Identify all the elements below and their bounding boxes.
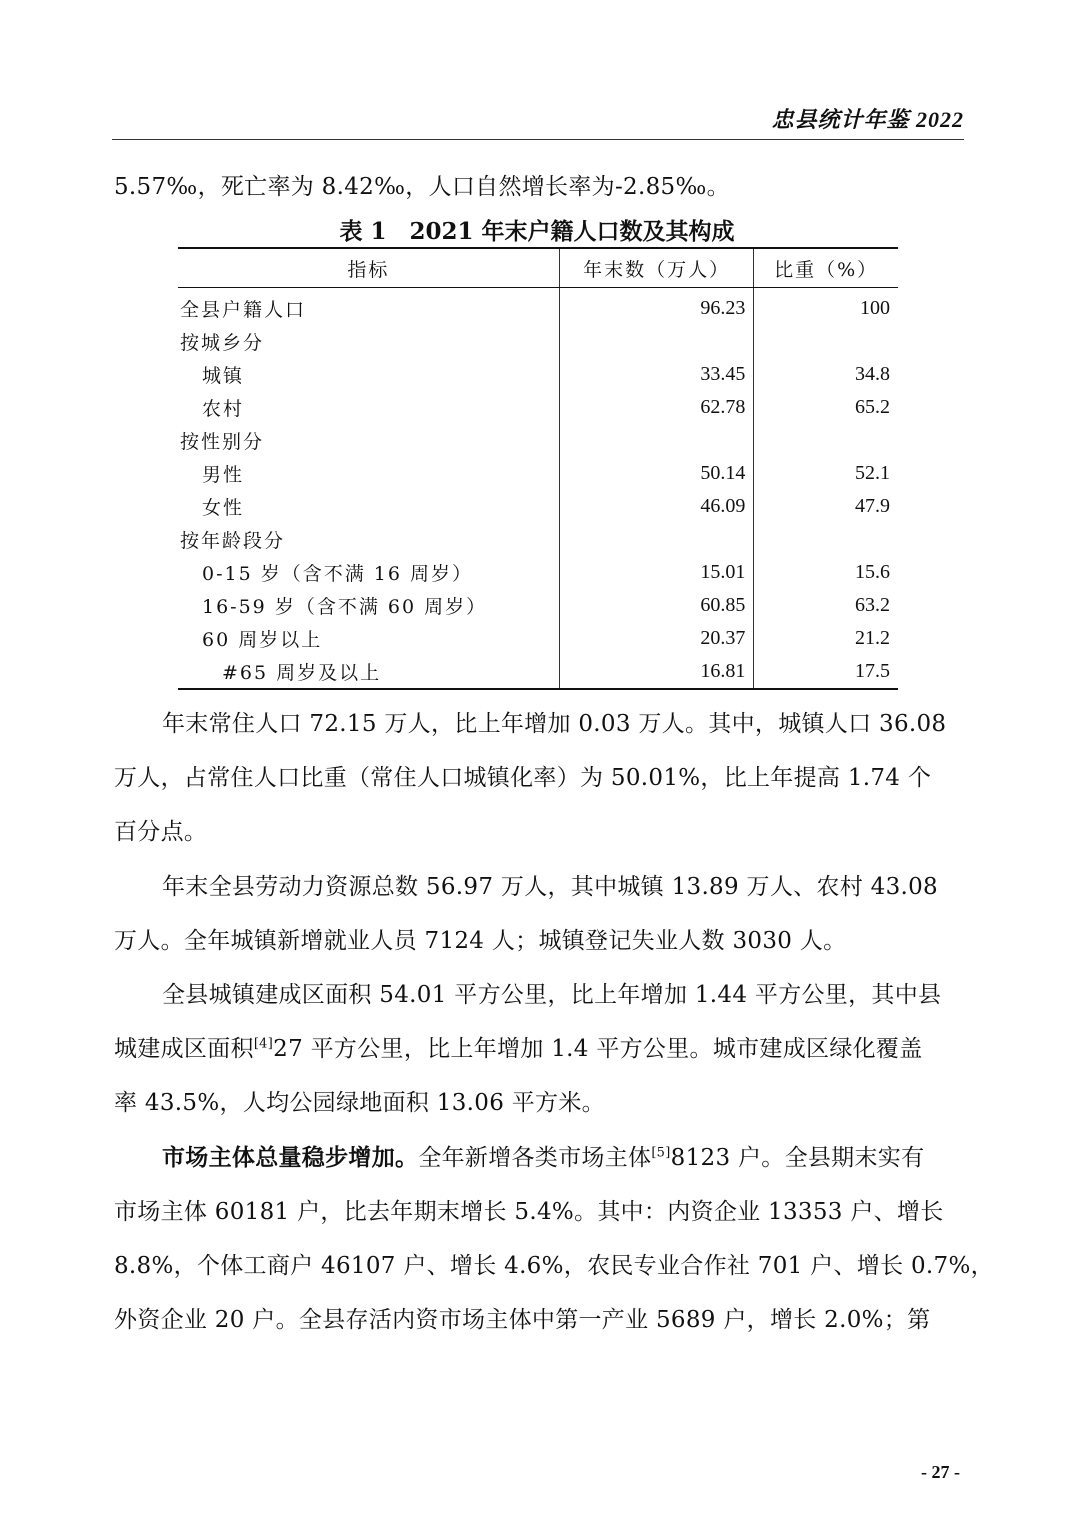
- paragraph-lead-heading: 市场主体总量稳步增加。: [162, 1144, 419, 1171]
- row-label: 女性: [202, 497, 245, 519]
- row-count-value: 62.78: [559, 391, 753, 424]
- row-count-value: 20.37: [559, 622, 753, 655]
- table-row: [178, 589, 898, 622]
- row-label: 16-59 岁（含不满 60 周岁）: [202, 596, 488, 618]
- row-label: #65 周岁及以上: [178, 655, 559, 689]
- row-count-value: [559, 424, 753, 457]
- row-share-value: 47.9: [855, 495, 890, 517]
- paragraph-text: 年末常住人口 72.15 万人，比上年增加 0.03 万人。其中，城镇人口 36.08: [162, 711, 947, 737]
- row-label: 60 周岁以上: [202, 629, 323, 651]
- column-header-count: 年末数（万人）: [559, 248, 753, 288]
- row-label: 城镇: [202, 365, 245, 387]
- row-share-value: 34.8: [855, 363, 890, 385]
- row-count-value: [559, 325, 753, 358]
- table-row: [178, 457, 898, 490]
- row-share-value: 52.1: [855, 462, 890, 484]
- table-row: [178, 358, 898, 391]
- table-row: [178, 288, 898, 326]
- row-share-value: [754, 523, 898, 556]
- row-share-value: [754, 424, 898, 457]
- table-row: [178, 655, 898, 689]
- row-share-value: [754, 325, 898, 358]
- page-number: - 27 -: [921, 1462, 960, 1482]
- paragraph-text: 8123 户。全县期末实有: [670, 1145, 925, 1171]
- paragraph-line: 万人。全年城镇新增就业人员 7124 人；城镇登记失业人数 3030 人。: [114, 928, 847, 954]
- row-count-value: 33.45: [559, 358, 753, 391]
- table-row: [178, 523, 898, 556]
- paragraph-text: 全县城镇建成区面积 54.01 平方公里，比上年增加 1.44 平方公里，其中县: [162, 982, 942, 1008]
- paragraph-line: 万人，占常住人口比重（常住人口城镇化率）为 50.01%，比上年提高 1.74 个: [114, 765, 932, 791]
- table-row: [178, 556, 898, 589]
- row-share-value: 21.2: [855, 627, 890, 649]
- row-label: 按性别分: [180, 431, 265, 453]
- paragraph-line: [114, 1139, 924, 1172]
- row-label: 男性: [202, 464, 245, 486]
- row-share-value: 63.2: [855, 594, 890, 616]
- header-rule: [112, 139, 964, 140]
- table-header-row: [178, 248, 898, 288]
- paragraph-line: [114, 1030, 923, 1063]
- footnote-ref-4: [4]: [253, 1036, 274, 1052]
- paragraph-line: 市场主体 60181 户，比去年期末增长 5.4%。其中：内资企业 13353 户、增长: [114, 1199, 944, 1225]
- paragraph-line: [114, 868, 938, 901]
- row-share-value: 100: [860, 297, 890, 319]
- paragraph-text: 年末全县劳动力资源总数 56.97 万人，其中城镇 13.89 万人、农村 43.08: [162, 874, 938, 900]
- paragraph-line: 率 43.5%，人均公园绿地面积 13.06 平方米。: [114, 1090, 605, 1116]
- row-label: 按年龄段分: [180, 530, 286, 552]
- row-label: 农村: [202, 398, 245, 420]
- paragraph-line: 外资企业 20 户。全县存活内资市场主体中第一产业 5689 户，增长 2.0%；第: [114, 1307, 931, 1333]
- row-count-value: [559, 523, 753, 556]
- paragraph-text: 城建成区面积: [114, 1036, 254, 1062]
- row-label: 0-15 岁（含不满 16 周岁）: [202, 563, 473, 585]
- row-share-value: 17.5: [754, 655, 898, 689]
- intro-line: 5.57‰，死亡率为 8.42‰，人口自然增长率为-2.85‰。: [114, 174, 730, 200]
- row-share-value: 15.6: [855, 561, 890, 583]
- table-title: 表 1 2021 年末户籍人口数及其构成: [339, 218, 735, 245]
- table-body: [178, 288, 898, 690]
- table-row: [178, 391, 898, 424]
- row-count-value: 50.14: [559, 457, 753, 490]
- table-row: [178, 622, 898, 655]
- paragraph-text: 27 平方公里，比上年增加 1.4 平方公里。城市建成区绿化覆盖: [273, 1036, 923, 1062]
- table-row: [178, 490, 898, 523]
- row-count-value: 16.81: [559, 655, 753, 689]
- column-header-share: 比重（%）: [754, 248, 898, 288]
- table-row: [178, 424, 898, 457]
- row-count-value: 15.01: [559, 556, 753, 589]
- row-count-value: 60.85: [559, 589, 753, 622]
- row-label: 全县户籍人口: [180, 299, 307, 321]
- population-table: [178, 247, 898, 690]
- row-count-value: 46.09: [559, 490, 753, 523]
- paragraph-line: 8.8%，个体工商户 46107 户、增长 4.6%，农民专业合作社 701 户、增长 0.7%，: [114, 1253, 994, 1279]
- paragraph-line: [114, 705, 946, 738]
- footnote-ref-5: [5]: [651, 1145, 671, 1161]
- paragraph-text: 全年新增各类市场主体: [418, 1145, 652, 1171]
- running-header: 忠县统计年鉴 2022: [771, 107, 964, 132]
- paragraph-line: 百分点。: [114, 819, 208, 845]
- row-share-value: 65.2: [855, 396, 890, 418]
- row-label: 按城乡分: [180, 332, 265, 354]
- paragraph-line: [114, 976, 941, 1009]
- column-header-indicator: 指标: [178, 248, 559, 288]
- row-count-value: 96.23: [559, 288, 753, 326]
- table-row: [178, 325, 898, 358]
